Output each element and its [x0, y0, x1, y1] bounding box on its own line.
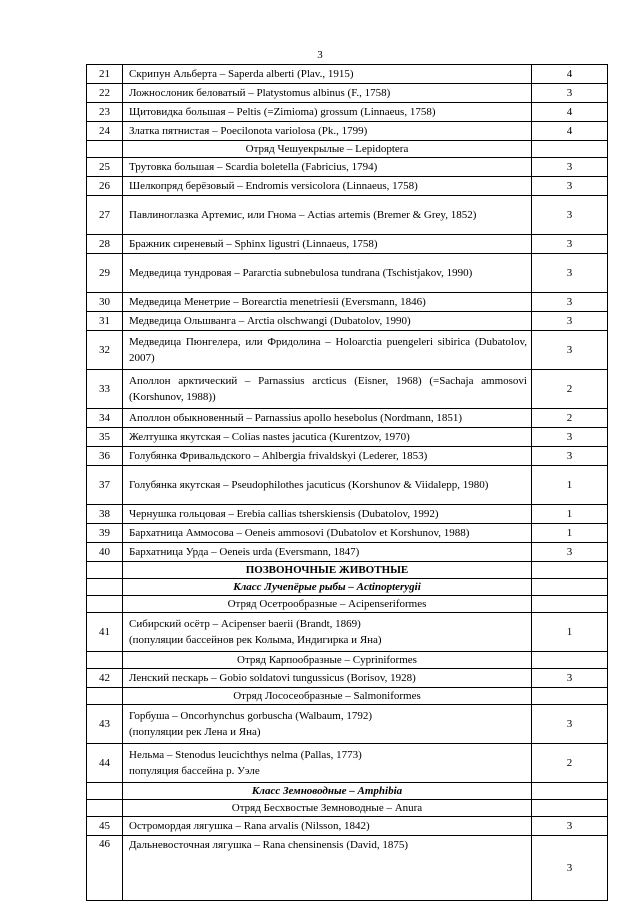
order-heading-row: [87, 688, 608, 705]
species-text: Шелкопряд берёзовый – Endromis versicolora (Linnaeus, 1758): [129, 180, 418, 192]
species-text: Горбуша – Oncorhynchus gorbuscha (Walbaum, 1792): [129, 710, 372, 722]
species-text: Медведица тундровая – Pararctia subnebulosa tundrana (Tschistjakov, 1990): [129, 267, 473, 279]
empty-category-cell: [532, 688, 608, 705]
rarity-category: 3: [532, 331, 608, 370]
order-heading-row: [87, 800, 608, 817]
class-heading: Класс Земноводные – Amphibia: [123, 783, 532, 800]
order-heading: Отряд Чешуекрылые – Lepidoptera: [123, 141, 532, 158]
row-number: 38: [87, 505, 123, 524]
species-name: [123, 293, 532, 312]
species-text: Трутовка большая – Scardia boletella (Fabricius, 1794): [129, 161, 378, 173]
table-row: [87, 447, 608, 466]
rarity-category: 3: [532, 177, 608, 196]
row-number: 31: [87, 312, 123, 331]
row-number: 35: [87, 428, 123, 447]
empty-number-cell: [87, 652, 123, 669]
species-name: [123, 543, 532, 562]
species-text: Желтушка якутская – Colias nastes jacutica (Kurentzov, 1970): [129, 431, 410, 443]
table-row: [87, 84, 608, 103]
species-text: Медведица Менетрие – Borearctia menetriesii (Eversmann, 1846): [129, 296, 426, 308]
table-row: [87, 103, 608, 122]
table-row: [87, 669, 608, 688]
species-name: [123, 466, 532, 505]
table-row: [87, 65, 608, 84]
table-row: [87, 744, 608, 783]
row-number: 22: [87, 84, 123, 103]
species-name: [123, 158, 532, 177]
order-heading-row: [87, 596, 608, 613]
empty-number-cell: [87, 800, 123, 817]
species-name: [123, 103, 532, 122]
table-row: [87, 331, 608, 370]
rarity-category: 3: [532, 84, 608, 103]
empty-number-cell: [87, 579, 123, 596]
row-number: 42: [87, 669, 123, 688]
table-row: [87, 158, 608, 177]
empty-number-cell: [87, 688, 123, 705]
species-name: [123, 524, 532, 543]
table-row: [87, 836, 608, 901]
order-heading: Отряд Лососеобразные – Salmoniformes: [123, 688, 532, 705]
species-name: [123, 370, 532, 409]
rarity-category: 3: [532, 196, 608, 235]
rarity-category: 3: [532, 705, 608, 744]
empty-category-cell: [532, 800, 608, 817]
species-text: Бражник сиреневый – Sphinx ligustri (Linnaeus, 1758): [129, 238, 378, 250]
row-number: 41: [87, 613, 123, 652]
species-table: [86, 64, 608, 901]
species-name: [123, 669, 532, 688]
rarity-category: 3: [532, 312, 608, 331]
species-text: Златка пятнистая – Poecilonota variolosa (Pk., 1799): [129, 125, 368, 137]
rarity-category: 1: [532, 466, 608, 505]
species-name: [123, 705, 532, 744]
table-row: [87, 312, 608, 331]
species-text: Бархатница Урда – Oeneis urda (Eversmann, 1847): [129, 546, 360, 558]
table-row: [87, 428, 608, 447]
row-number: 33: [87, 370, 123, 409]
class-heading-row: [87, 783, 608, 800]
population-note: популяция бассейна р. Уэле: [129, 765, 260, 777]
species-name: [123, 235, 532, 254]
species-name: [123, 428, 532, 447]
table-row: [87, 613, 608, 652]
species-text: Медведица Пюнгелера, или Фридолина – Holoarctia puengeleri sibirica (Dubatolov, 2007): [129, 336, 527, 364]
rarity-category: 2: [532, 744, 608, 783]
class-heading-row: [87, 579, 608, 596]
section-heading: ПОЗВОНОЧНЫЕ ЖИВОТНЫЕ: [123, 562, 532, 579]
order-heading-row: [87, 141, 608, 158]
empty-number-cell: [87, 783, 123, 800]
species-name: [123, 122, 532, 141]
rarity-category: 1: [532, 613, 608, 652]
order-heading: Отряд Бесхвостые Земноводные – Anura: [123, 800, 532, 817]
species-name: [123, 836, 532, 901]
table-row: [87, 409, 608, 428]
empty-category-cell: [532, 141, 608, 158]
row-number: 29: [87, 254, 123, 293]
rarity-category: 3: [532, 817, 608, 836]
row-number: 26: [87, 177, 123, 196]
order-heading: Отряд Осетрообразные – Acipenseriformes: [123, 596, 532, 613]
species-name: [123, 409, 532, 428]
species-text: Бархатница Аммосова – Oeneis ammosovi (Dubatolov et Korshunov, 1988): [129, 527, 470, 539]
rarity-category: 3: [532, 669, 608, 688]
table-row: [87, 293, 608, 312]
population-note: (популяции бассейнов рек Колыма, Индигирка и Яна): [129, 634, 382, 646]
species-text: Ленский пескарь – Gobio soldatovi tungussicus (Borisov, 1928): [129, 672, 416, 684]
row-number: 27: [87, 196, 123, 235]
species-name: [123, 447, 532, 466]
species-name: [123, 817, 532, 836]
row-number: 45: [87, 817, 123, 836]
section-heading-row: [87, 562, 608, 579]
species-text: Остромордая лягушка – Rana arvalis (Nilsson, 1842): [129, 820, 370, 832]
table-row: [87, 254, 608, 293]
empty-category-cell: [532, 652, 608, 669]
row-number: 36: [87, 447, 123, 466]
empty-category-cell: [532, 579, 608, 596]
rarity-category: 3: [532, 428, 608, 447]
table-row: [87, 122, 608, 141]
species-name: [123, 65, 532, 84]
rarity-category: 4: [532, 65, 608, 84]
row-number: 43: [87, 705, 123, 744]
table-row: [87, 524, 608, 543]
species-text: Голубянка якутская – Pseudophilothes jacuticus (Korshunov & Viidalepp, 1980): [129, 479, 489, 491]
species-text: Щитовидка большая – Peltis (=Zimioma) grossum (Linnaeus, 1758): [129, 106, 436, 118]
species-name: [123, 505, 532, 524]
row-number: 23: [87, 103, 123, 122]
species-name: [123, 84, 532, 103]
empty-category-cell: [532, 562, 608, 579]
row-number: 30: [87, 293, 123, 312]
table-row: [87, 235, 608, 254]
rarity-category: 3: [532, 235, 608, 254]
species-text: Ложнослоник беловатый – Platystomus albinus (F., 1758): [129, 87, 391, 99]
table-row: [87, 543, 608, 562]
empty-number-cell: [87, 141, 123, 158]
table-row: [87, 817, 608, 836]
empty-category-cell: [532, 596, 608, 613]
row-number: 32: [87, 331, 123, 370]
row-number: 24: [87, 122, 123, 141]
order-heading: Отряд Карпообразные – Cypriniformes: [123, 652, 532, 669]
table-row: [87, 505, 608, 524]
rarity-category: 1: [532, 524, 608, 543]
species-text: Чернушка гольцовая – Erebia callias tsherskiensis (Dubatolov, 1992): [129, 508, 439, 520]
species-text: Сибирский осётр – Acipenser baerii (Brandt, 1869): [129, 618, 361, 630]
row-number: 25: [87, 158, 123, 177]
empty-number-cell: [87, 596, 123, 613]
row-number: 39: [87, 524, 123, 543]
table-row: [87, 370, 608, 409]
row-number: 21: [87, 65, 123, 84]
species-text: Нельма – Stenodus leucichthys nelma (Pallas, 1773): [129, 749, 362, 761]
species-text: Скрипун Альберта – Saperda alberti (Plav., 1915): [129, 68, 354, 80]
rarity-category: 3: [532, 254, 608, 293]
species-name: [123, 331, 532, 370]
species-table-body: [87, 65, 608, 901]
row-number: 46: [87, 836, 123, 901]
table-row: [87, 705, 608, 744]
order-heading-row: [87, 652, 608, 669]
species-text: Голубянка Фривальдского – Ahlbergia frivaldskyi (Lederer, 1853): [129, 450, 428, 462]
row-number: 34: [87, 409, 123, 428]
species-name: [123, 744, 532, 783]
species-text: Аполлон арктический – Parnassius arcticus (Eisner, 1968) (=Sachaja ammosovi (Korshunov, 1988)): [129, 375, 527, 403]
rarity-category: 1: [532, 505, 608, 524]
population-note: (популяции рек Лена и Яна): [129, 726, 261, 738]
row-number: 44: [87, 744, 123, 783]
species-name: [123, 613, 532, 652]
species-name: [123, 196, 532, 235]
row-number: 37: [87, 466, 123, 505]
empty-category-cell: [532, 783, 608, 800]
row-number: 28: [87, 235, 123, 254]
rarity-category: 2: [532, 409, 608, 428]
rarity-category: 3: [532, 293, 608, 312]
species-text: Медведица Ольшванга – Arctia olschwangi (Dubatolov, 1990): [129, 315, 411, 327]
rarity-category: 4: [532, 103, 608, 122]
rarity-category: 2: [532, 370, 608, 409]
species-text: Павлиноглазка Артемис, или Гнома – Actias artemis (Bremer & Grey, 1852): [129, 209, 477, 221]
rarity-category: 4: [532, 122, 608, 141]
rarity-category: 3: [532, 836, 608, 901]
rarity-category: 3: [532, 543, 608, 562]
table-row: [87, 466, 608, 505]
rarity-category: 3: [532, 447, 608, 466]
empty-number-cell: [87, 562, 123, 579]
row-number: 40: [87, 543, 123, 562]
species-text: Аполлон обыкновенный – Parnassius apollo hesebolus (Nordmann, 1851): [129, 412, 463, 424]
table-row: [87, 177, 608, 196]
class-heading: Класс Лучепёрые рыбы – Actinopterygii: [123, 579, 532, 596]
species-name: [123, 177, 532, 196]
species-name: [123, 254, 532, 293]
rarity-category: 3: [532, 158, 608, 177]
species-text: Дальневосточная лягушка – Rana chensinensis (David, 1875): [129, 839, 409, 851]
species-name: [123, 312, 532, 331]
page-number: 3: [317, 49, 323, 61]
table-row: [87, 196, 608, 235]
